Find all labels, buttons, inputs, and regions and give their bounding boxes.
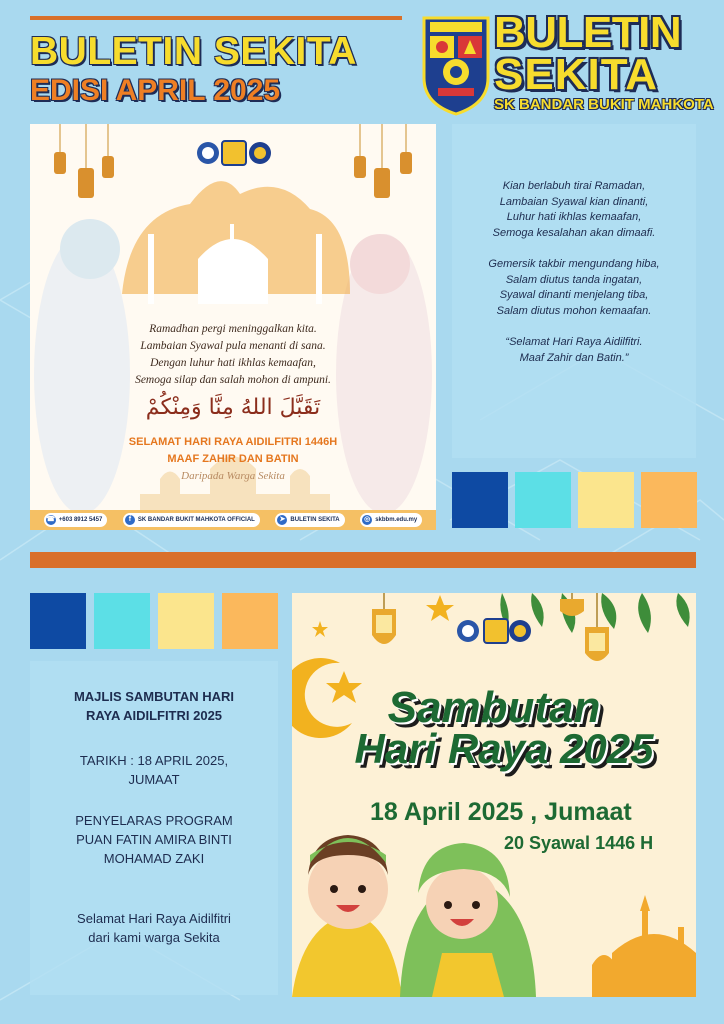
event-coordinator: PENYELARAS PROGRAM PUAN FATIN AMIRA BINTI MOHAMAD ZAKI bbox=[75, 813, 233, 866]
school-name: SK BANDAR BUKIT MAHKOTA bbox=[494, 96, 714, 113]
palette-swatch-blue bbox=[452, 472, 508, 528]
facebook-icon: f bbox=[125, 515, 135, 525]
page-title: BULETIN SEKITA bbox=[30, 30, 357, 73]
header-accent-bar bbox=[30, 16, 402, 20]
telegram-icon: ➤ bbox=[277, 515, 287, 525]
phone-icon: ☎ bbox=[46, 516, 56, 523]
palette-swatch-yellow bbox=[158, 593, 214, 649]
poem-text: Kian berlabuh tirai Ramadan, Lambaian Syawal kian dinanti, Luhur hati ikhlas kemaafan, Semoga kesalahan akan dimaafi. Gemersik takbir mengundang hiba, Salam diutus tanda ingatan, Syawal dinanti menjelang tiba, Salam diutus mohon kemaafan. “Selamat Hari Raya Aidilfitri. Maaf Zahir dan Batin.” bbox=[488, 180, 660, 364]
palette-swatch-yellow bbox=[578, 472, 634, 528]
poster-signature: Daripada Warga Sekita bbox=[181, 470, 285, 482]
sambutan-raya-poster bbox=[292, 593, 696, 997]
facebook-contact: f SK BANDAR BUKIT MAHKOTA OFFICIAL bbox=[123, 513, 260, 527]
palette-swatch-orange bbox=[222, 593, 278, 649]
poster2-title-line2: Hari Raya 2025 bbox=[354, 725, 654, 772]
palette-swatch-blue bbox=[30, 593, 86, 649]
website-contact: ◎ skbbm.edu.my bbox=[360, 513, 422, 527]
brand-title-line2: SEKITA bbox=[494, 50, 659, 99]
brand-title-line1: BULETIN bbox=[494, 8, 682, 57]
globe-icon: ◎ bbox=[364, 516, 371, 523]
poster-verse: Ramadhan pergi meninggalkan kita. Lambaian Syawal pula menanti di sana. Dengan luhur hati ikhlas kemaafan, Semoga silap dan salah mohon di ampuni. bbox=[135, 323, 331, 386]
poster2-hijri-date: 20 Syawal 1446 H bbox=[504, 833, 654, 853]
event-info-card bbox=[30, 661, 278, 995]
palette-swatch-orange bbox=[641, 472, 697, 528]
telegram-contact: ➤ BULETIN SEKITA bbox=[275, 513, 344, 527]
palette-swatch-cyan bbox=[94, 593, 150, 649]
phone-contact: ☎ +603 8912 5457 bbox=[44, 513, 108, 527]
event-title: MAJLIS SAMBUTAN HARI RAYA AIDILFITRI 2025 bbox=[73, 689, 235, 723]
poster2-title-line1: Sambutan bbox=[387, 683, 601, 732]
palette-swatch-cyan bbox=[515, 472, 571, 528]
section-divider-bar bbox=[30, 552, 696, 568]
poem-card bbox=[452, 124, 696, 458]
arabic-greeting: تَقَبَّلَ اللهُ مِنَّا وَمِنْكُمْ bbox=[145, 395, 321, 420]
poster2-date: 18 April 2025 , Jumaat bbox=[370, 798, 632, 826]
raya-greeting-poster bbox=[30, 124, 436, 530]
raya-greeting: SELAMAT HARI RAYA AIDILFITRI 1446H MAAF ZAHIR DAN BATIN bbox=[128, 436, 338, 465]
school-crest-logo bbox=[420, 12, 492, 116]
closing-greeting: Selamat Hari Raya Aidilfitri dari kami warga Sekita bbox=[77, 911, 231, 945]
event-date: TARIKH : 18 APRIL 2025, JUMAAT bbox=[79, 753, 229, 787]
poster2-illustration bbox=[292, 593, 696, 997]
poster-contact-footer bbox=[30, 510, 436, 530]
edition-subtitle: EDISI APRIL 2025 bbox=[30, 74, 281, 107]
